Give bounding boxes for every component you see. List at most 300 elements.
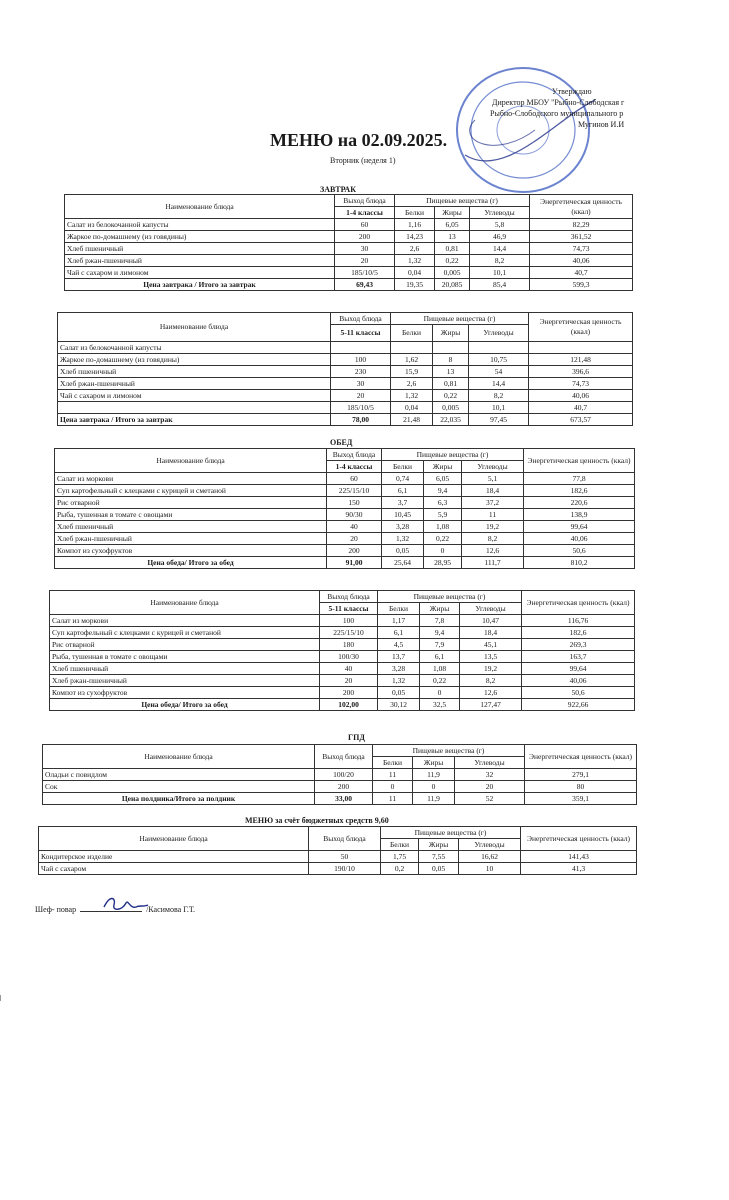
yield-cell: 60 [335,219,395,231]
yield-cell: 100 [331,354,391,366]
header-protein: Белки [381,839,419,851]
table-row [55,545,635,557]
fat-cell: 0,05 [419,863,459,875]
carbs-cell: 45,1 [460,639,522,651]
total-carbs: 85,4 [470,279,530,291]
yield-cell: 185/10/5 [335,267,395,279]
dish-name: Салат из моркови [50,615,320,627]
table-row [65,219,633,231]
dish-name: Чай с сахаром и лимоном [58,390,331,402]
header-dish: Наименование блюда [39,827,309,851]
fat-cell: 0 [420,687,460,699]
dish-name: Салат из моркови [55,473,327,485]
handwritten-signature [100,893,150,915]
total-row [55,557,635,569]
total-yield: 78,00 [331,414,391,426]
energy-cell: 40,06 [522,675,635,687]
energy-cell: 163,7 [522,651,635,663]
fat-cell: 0,005 [433,402,469,414]
carbs-cell: 14,4 [470,243,530,255]
total-carbs: 52 [455,793,525,805]
carbs-cell: 18,4 [462,485,524,497]
dish-name: Рис отварной [55,497,327,509]
table-row [58,378,633,390]
total-carbs: 97,45 [469,414,529,426]
energy-cell: 138,9 [524,509,635,521]
header-dish: Наименование блюда [65,195,335,219]
energy-cell: 99,64 [522,663,635,675]
table-row [55,473,635,485]
yield-cell: 200 [315,781,373,793]
total-yield: 102,00 [320,699,378,711]
fat-cell: 1,08 [424,521,462,533]
yield-cell: 225/15/10 [320,627,378,639]
total-yield: 69,43 [335,279,395,291]
table-row [50,627,635,639]
protein-cell: 1,17 [378,615,420,627]
carbs-cell: 11 [462,509,524,521]
fat-cell: 13 [435,231,470,243]
header-yield: Выход блюда [327,449,382,461]
carbs-cell: 8,2 [460,675,522,687]
header-yield: Выход блюда [335,195,395,207]
protein-cell: 1,62 [391,354,433,366]
protein-cell: 2,6 [395,243,435,255]
dish-name: Суп картофельный с клецками с курицей и сметаной [50,627,320,639]
fat-cell: 0,22 [435,255,470,267]
fat-cell [433,342,469,354]
protein-cell: 0,04 [391,402,433,414]
dish-name: Хлеб пшеничный [50,663,320,675]
energy-cell: 40,06 [530,255,633,267]
fat-cell: 0 [413,781,455,793]
dish-name: Кондитерское изделие [39,851,309,863]
header-energy: Энергетическая ценность (ккал) [525,745,637,769]
total-protein: 25,64 [382,557,424,569]
total-row [50,699,635,711]
header-energy: Энергетическая ценность (ккал) [522,591,635,615]
energy-cell: 269,3 [522,639,635,651]
energy-cell: 99,64 [524,521,635,533]
carbs-cell: 54 [469,366,529,378]
yield-cell: 190/10 [309,863,381,875]
dish-name: Салат из белокочанной капусты [58,342,331,354]
page-title: МЕНЮ на 02.09.2025. [270,130,448,150]
carbs-cell: 10,75 [469,354,529,366]
dish-name: Хлеб ржан-пшеничный [58,378,331,390]
approval-block [490,86,624,130]
fat-cell: 0,81 [433,378,469,390]
table-row [58,402,633,414]
section-title-breakfast: ЗАВТРАК [320,185,357,194]
dish-name: Жаркое по-домашнему (из говядины) [65,231,335,243]
energy-cell: 74,73 [529,378,633,390]
protein-cell: 0 [373,781,413,793]
carbs-cell: 5,1 [462,473,524,485]
yield-cell: 60 [327,473,382,485]
header-carbs: Углеводы [459,839,521,851]
total-energy: 359,1 [525,793,637,805]
breakfast-table-5-11 [57,312,633,426]
table-row [65,267,633,279]
dish-name: Чай с сахаром [39,863,309,875]
total-protein: 30,12 [378,699,420,711]
header-fat: Жиры [424,461,462,473]
fat-cell: 0,22 [420,675,460,687]
table-row [55,509,635,521]
dish-name: Компот из сухофруктов [55,545,327,557]
protein-cell [391,342,433,354]
total-protein: 21,48 [391,414,433,426]
table-row [50,687,635,699]
protein-cell: 3,28 [382,521,424,533]
protein-cell: 0,04 [395,267,435,279]
yield-cell: 90/30 [327,509,382,521]
table-row [50,675,635,687]
protein-cell: 3,28 [378,663,420,675]
approval-line: Мугинов И.И [578,120,625,129]
total-label: Цена обеда/ Итого за обед [55,557,327,569]
header-nutrients: Пищевые вещества (г) [382,449,524,461]
dish-name: Суп картофельный с клецками с курицей и сметаной [55,485,327,497]
energy-cell: 396,6 [529,366,633,378]
header-yield: Выход блюда [315,745,373,769]
section-title-lunch: ОБЕД [330,438,353,447]
total-fat: 22,035 [433,414,469,426]
protein-cell: 1,75 [381,851,419,863]
fat-cell: 13 [433,366,469,378]
carbs-cell: 19,2 [460,663,522,675]
total-row [58,414,633,426]
dish-name: Хлеб пшеничный [65,243,335,255]
dish-name: Оладьи с повидлом [43,769,315,781]
carbs-cell: 18,4 [460,627,522,639]
approval-line: Рыбно-Слободского муниципального р [490,109,624,118]
budget-table [38,826,637,875]
snack-table [42,744,637,805]
protein-cell: 0,74 [382,473,424,485]
header-yield: Выход блюда [320,591,378,603]
energy-cell: 279,1 [525,769,637,781]
table-row [65,255,633,267]
dish-name [58,402,331,414]
energy-cell: 116,76 [522,615,635,627]
chef-name: /Касимова Г.Т. [146,905,196,914]
total-label: Цена завтрака / Итого за завтрак [58,414,331,426]
header-energy: Энергетическая ценность (ккал) [529,313,633,342]
table-row [55,497,635,509]
table-row [43,781,637,793]
lunch-table-1-4 [54,448,635,569]
dish-name: Хлеб ржан-пшеничный [55,533,327,545]
total-protein: 19,35 [395,279,435,291]
header-protein: Белки [378,603,420,615]
header-nutrients: Пищевые вещества (г) [378,591,522,603]
carbs-cell: 16,62 [459,851,521,863]
yield-cell: 20 [327,533,382,545]
total-row [65,279,633,291]
total-label: Цена полдника/Итого за полдник [43,793,315,805]
fat-cell: 8 [433,354,469,366]
yield-cell: 150 [327,497,382,509]
fat-cell: 7,8 [420,615,460,627]
protein-cell: 6,1 [378,627,420,639]
header-protein: Белки [395,207,435,219]
yield-cell: 100/20 [315,769,373,781]
official-seal [445,60,600,200]
header-grade: 1-4 классы [335,207,395,219]
yield-cell: 20 [320,675,378,687]
dish-name: Жаркое по-домашнему (из говядины) [58,354,331,366]
table-row [65,243,633,255]
header-grade: 5-11 классы [331,325,391,342]
section-title-budget: МЕНЮ за счёт бюджетных средств 9,60 [245,816,389,825]
carbs-cell: 13,5 [460,651,522,663]
total-energy: 922,66 [522,699,635,711]
yield-cell: 230 [331,366,391,378]
energy-cell [529,342,633,354]
header-grade: 1-4 классы [327,461,382,473]
fat-cell: 6,05 [435,219,470,231]
fat-cell: 0,22 [424,533,462,545]
yield-cell: 185/10/5 [331,402,391,414]
protein-cell: 0,2 [381,863,419,875]
yield-cell: 20 [335,255,395,267]
header-carbs: Углеводы [462,461,524,473]
protein-cell: 1,32 [391,390,433,402]
yield-cell: 200 [320,687,378,699]
fat-cell: 9,4 [424,485,462,497]
energy-cell: 141,43 [521,851,637,863]
table-row [58,342,633,354]
energy-cell: 220,6 [524,497,635,509]
header-dish: Наименование блюда [58,313,331,342]
fat-cell: 5,9 [424,509,462,521]
carbs-cell: 10,47 [460,615,522,627]
total-carbs: 111,7 [462,557,524,569]
chef-role: Шеф- повар [35,905,77,914]
table-row [55,521,635,533]
yield-cell: 30 [335,243,395,255]
yield-cell: 30 [331,378,391,390]
protein-cell: 15,9 [391,366,433,378]
header-nutrients: Пищевые вещества (г) [391,313,529,325]
yield-cell: 40 [327,521,382,533]
carbs-cell: 12,6 [460,687,522,699]
fat-cell: 0 [424,545,462,557]
fat-cell: 6,3 [424,497,462,509]
table-row [50,663,635,675]
protein-cell: 13,7 [378,651,420,663]
header-protein: Белки [373,757,413,769]
approval-line: Утверждаю [552,87,592,96]
table-row [43,769,637,781]
lunch-table-5-11 [49,590,635,711]
protein-cell: 0,05 [378,687,420,699]
section-title-snack: ГПД [348,733,365,742]
total-protein: 11 [373,793,413,805]
energy-cell: 50,6 [522,687,635,699]
energy-cell: 361,52 [530,231,633,243]
total-fat: 28,95 [424,557,462,569]
scan-corner-mark [0,995,9,1001]
energy-cell: 50,6 [524,545,635,557]
fat-cell: 6,1 [420,651,460,663]
breakfast-table-1-4 [64,194,633,291]
total-row [43,793,637,805]
header-dish: Наименование блюда [50,591,320,615]
fat-cell: 9,4 [420,627,460,639]
table-row [58,366,633,378]
fat-cell: 11,9 [413,769,455,781]
energy-cell: 80 [525,781,637,793]
protein-cell: 3,7 [382,497,424,509]
table-row [58,390,633,402]
header-protein: Белки [382,461,424,473]
header-carbs: Углеводы [460,603,522,615]
header-carbs: Углеводы [455,757,525,769]
protein-cell: 1,32 [378,675,420,687]
fat-cell: 0,005 [435,267,470,279]
header-dish: Наименование блюда [55,449,327,473]
energy-cell: 182,6 [524,485,635,497]
dish-name: Хлеб ржан-пшеничный [50,675,320,687]
table-row [39,863,637,875]
carbs-cell: 5,8 [470,219,530,231]
protein-cell: 4,5 [378,639,420,651]
header-energy: Энергетическая ценность (ккал) [521,827,637,851]
dish-name: Чай с сахаром и лимоном [65,267,335,279]
header-nutrients: Пищевые вещества (г) [373,745,525,757]
carbs-cell [469,342,529,354]
energy-cell: 82,29 [530,219,633,231]
carbs-cell: 32 [455,769,525,781]
total-label: Цена обеда/ Итого за обед [50,699,320,711]
total-carbs: 127,47 [460,699,522,711]
dish-name: Рыба, тушенная в томате с овощами [55,509,327,521]
fat-cell: 0,81 [435,243,470,255]
table-row [65,231,633,243]
header-dish: Наименование блюда [43,745,315,769]
total-energy: 599,3 [530,279,633,291]
carbs-cell: 10,1 [469,402,529,414]
protein-cell: 1,32 [382,533,424,545]
protein-cell: 10,45 [382,509,424,521]
total-energy: 810,2 [524,557,635,569]
table-row [50,651,635,663]
dish-name: Салат из белокочанной капусты [65,219,335,231]
carbs-cell: 14,4 [469,378,529,390]
protein-cell: 0,05 [382,545,424,557]
dish-name: Компот из сухофруктов [50,687,320,699]
header-protein: Белки [391,325,433,342]
header-fat: Жиры [420,603,460,615]
yield-cell: 100 [320,615,378,627]
header-carbs: Углеводы [469,325,529,342]
energy-cell: 77,8 [524,473,635,485]
header-energy: Энергетическая ценность (ккал) [530,195,633,219]
energy-cell: 41,3 [521,863,637,875]
carbs-cell: 19,2 [462,521,524,533]
energy-cell: 40,7 [530,267,633,279]
yield-cell [331,342,391,354]
header-nutrients: Пищевые вещества (г) [395,195,530,207]
yield-cell: 225/15/10 [327,485,382,497]
carbs-cell: 12,6 [462,545,524,557]
approval-line: Директор МБОУ "Рыбно-Слободская г [492,98,625,107]
fat-cell: 7,55 [419,851,459,863]
carbs-cell: 8,2 [469,390,529,402]
dish-name: Хлеб ржан-пшеничный [65,255,335,267]
protein-cell: 1,32 [395,255,435,267]
total-yield: 91,00 [327,557,382,569]
header-yield: Выход блюда [309,827,381,851]
yield-cell: 50 [309,851,381,863]
carbs-cell: 8,2 [470,255,530,267]
header-fat: Жиры [435,207,470,219]
yield-cell: 200 [327,545,382,557]
protein-cell: 2,6 [391,378,433,390]
page-subtitle: Вторник (неделя 1) [330,156,396,165]
table-row [39,851,637,863]
energy-cell: 182,6 [522,627,635,639]
table-row [55,533,635,545]
total-energy: 673,57 [529,414,633,426]
dish-name: Рис отварной [50,639,320,651]
protein-cell: 6,1 [382,485,424,497]
dish-name: Рыба, тушенная в томате с овощами [50,651,320,663]
yield-cell: 20 [331,390,391,402]
header-fat: Жиры [419,839,459,851]
total-fat: 32,5 [420,699,460,711]
yield-cell: 180 [320,639,378,651]
fat-cell: 1,08 [420,663,460,675]
protein-cell: 11 [373,769,413,781]
table-row [50,639,635,651]
energy-cell: 40,7 [529,402,633,414]
energy-cell: 40,06 [529,390,633,402]
header-energy: Энергетическая ценность (ккал) [524,449,635,473]
table-row [50,615,635,627]
total-yield: 33,00 [315,793,373,805]
carbs-cell: 10 [459,863,521,875]
fat-cell: 6,05 [424,473,462,485]
carbs-cell: 20 [455,781,525,793]
yield-cell: 200 [335,231,395,243]
carbs-cell: 46,9 [470,231,530,243]
fat-cell: 7,9 [420,639,460,651]
protein-cell: 1,16 [395,219,435,231]
table-row [58,354,633,366]
yield-cell: 40 [320,663,378,675]
dish-name: Хлеб пшеничный [58,366,331,378]
total-fat: 11,9 [413,793,455,805]
header-fat: Жиры [433,325,469,342]
energy-cell: 40,06 [524,533,635,545]
energy-cell: 121,48 [529,354,633,366]
carbs-cell: 10,1 [470,267,530,279]
dish-name: Хлеб пшеничный [55,521,327,533]
protein-cell: 14,23 [395,231,435,243]
carbs-cell: 37,2 [462,497,524,509]
yield-cell: 100/30 [320,651,378,663]
total-fat: 20,085 [435,279,470,291]
header-grade: 5-11 классы [320,603,378,615]
header-fat: Жиры [413,757,455,769]
dish-name: Сок [43,781,315,793]
header-nutrients: Пищевые вещества (г) [381,827,521,839]
header-yield: Выход блюда [331,313,391,325]
